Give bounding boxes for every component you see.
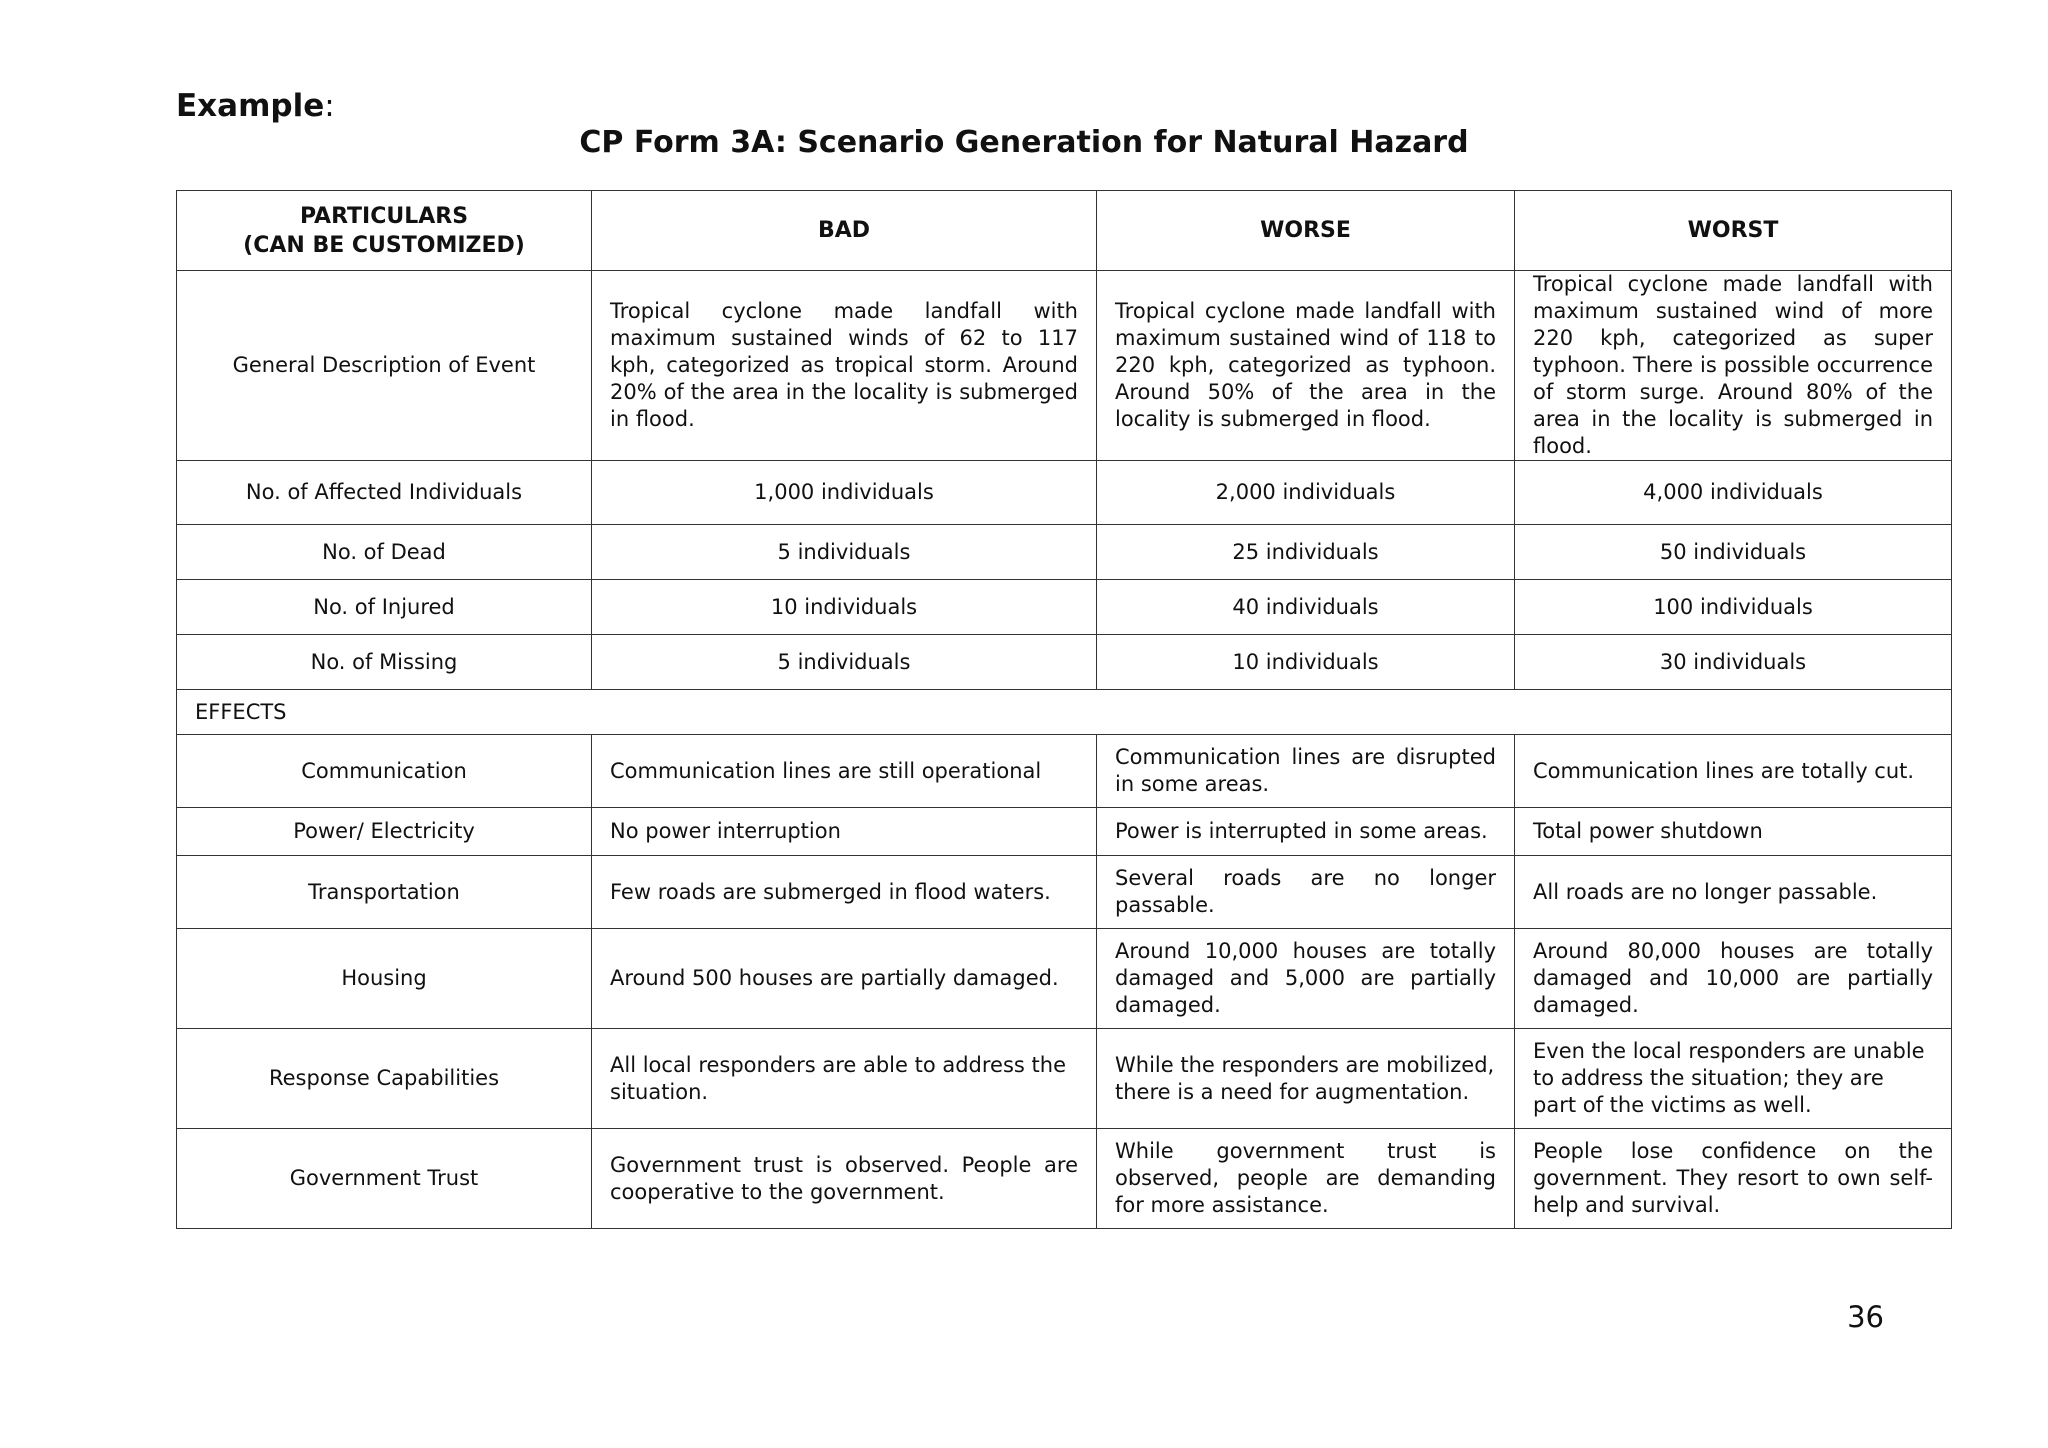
cell-bad: Communication lines are still operational [592, 735, 1097, 808]
row-particular: No. of Injured [177, 580, 592, 635]
table-row [177, 735, 1952, 808]
cell-bad: 10 individuals [592, 580, 1097, 635]
row-particular: Housing [177, 929, 592, 1029]
header-particulars-line2: (CAN BE CUSTOMIZED) [243, 232, 525, 258]
example-label: Example [176, 88, 325, 124]
row-particular: No. of Affected Individuals [177, 461, 592, 525]
row-particular: General Description of Event [177, 271, 592, 461]
table-row [177, 525, 1952, 580]
cell-worst: Total power shutdown [1515, 808, 1952, 856]
form-title: CP Form 3A: Scenario Generation for Natural Hazard [579, 125, 1469, 160]
cell-worse: Communication lines are disrupted in some areas. [1097, 735, 1515, 808]
header-worse: WORSE [1097, 191, 1515, 271]
cell-worst: Around 80,000 houses are totally damaged and 10,000 are partially damaged. [1515, 929, 1952, 1029]
table-row [177, 461, 1952, 525]
table-row [177, 1129, 1952, 1229]
row-particular: Transportation [177, 856, 592, 929]
row-particular: No. of Missing [177, 635, 592, 690]
cell-worst: 30 individuals [1515, 635, 1952, 690]
cell-worst: 50 individuals [1515, 525, 1952, 580]
header-worst: WORST [1515, 191, 1952, 271]
row-particular: No. of Dead [177, 525, 592, 580]
example-colon: : [324, 88, 335, 124]
table-row [177, 808, 1952, 856]
table-row [177, 1029, 1952, 1129]
row-particular: Response Capabilities [177, 1029, 592, 1129]
cell-worst: Communication lines are totally cut. [1515, 735, 1952, 808]
cell-worst: 100 individuals [1515, 580, 1952, 635]
example-heading [176, 88, 335, 124]
cell-bad: Tropical cyclone made landfall with maximum sustained winds of 62 to 117 kph, categorized as tropical storm. Around 20% of the area in the locality is submerged in flood. [592, 271, 1097, 461]
page-number: 36 [1847, 1300, 1884, 1334]
cell-worse: Power is interrupted in some areas. [1097, 808, 1515, 856]
cell-worst: 4,000 individuals [1515, 461, 1952, 525]
cell-worse: While government trust is observed, people are demanding for more assistance. [1097, 1129, 1515, 1229]
cell-bad: 1,000 individuals [592, 461, 1097, 525]
table-row [177, 580, 1952, 635]
cell-worse: 10 individuals [1097, 635, 1515, 690]
cell-worst: People lose confidence on the government. They resort to own self-help and survival. [1515, 1129, 1952, 1229]
cell-bad: Government trust is observed. People are cooperative to the government. [592, 1129, 1097, 1229]
cell-bad: Around 500 houses are partially damaged. [592, 929, 1097, 1029]
row-particular: Power/ Electricity [177, 808, 592, 856]
header-particulars [177, 191, 592, 271]
cell-worse: 40 individuals [1097, 580, 1515, 635]
table-row [177, 635, 1952, 690]
cell-worst: Tropical cyclone made landfall with maximum sustained wind of more 220 kph, categorized as super typhoon. There is possible occurrence of storm surge. Around 80% of the area in the locality is submerged in flood. [1515, 271, 1952, 461]
cell-worse: 2,000 individuals [1097, 461, 1515, 525]
table-row [177, 271, 1952, 461]
table-row [177, 856, 1952, 929]
cell-bad: 5 individuals [592, 635, 1097, 690]
cell-worse: While the responders are mobilized, there is a need for augmentation. [1097, 1029, 1515, 1129]
row-particular: Government Trust [177, 1129, 592, 1229]
row-particular: Communication [177, 735, 592, 808]
cell-worse: Several roads are no longer passable. [1097, 856, 1515, 929]
table-row [177, 929, 1952, 1029]
scenario-table [176, 190, 1952, 1229]
cell-bad: 5 individuals [592, 525, 1097, 580]
cell-bad: All local responders are able to address the situation. [592, 1029, 1097, 1129]
header-bad: BAD [592, 191, 1097, 271]
cell-worse: 25 individuals [1097, 525, 1515, 580]
cell-worst: All roads are no longer passable. [1515, 856, 1952, 929]
cell-bad: No power interruption [592, 808, 1097, 856]
table-header-row [177, 191, 1952, 271]
header-particulars-line1: PARTICULARS [299, 203, 469, 229]
cell-worse: Around 10,000 houses are totally damaged and 5,000 are partially damaged. [1097, 929, 1515, 1029]
effects-label: EFFECTS [177, 690, 1952, 735]
cell-worse: Tropical cyclone made landfall with maximum sustained wind of 118 to 220 kph, categorized as typhoon. Around 50% of the area in the locality is submerged in flood. [1097, 271, 1515, 461]
effects-section-row [177, 690, 1952, 735]
cell-bad: Few roads are submerged in flood waters. [592, 856, 1097, 929]
cell-worst: Even the local responders are unable to address the situation; they are part of the victims as well. [1515, 1029, 1952, 1129]
